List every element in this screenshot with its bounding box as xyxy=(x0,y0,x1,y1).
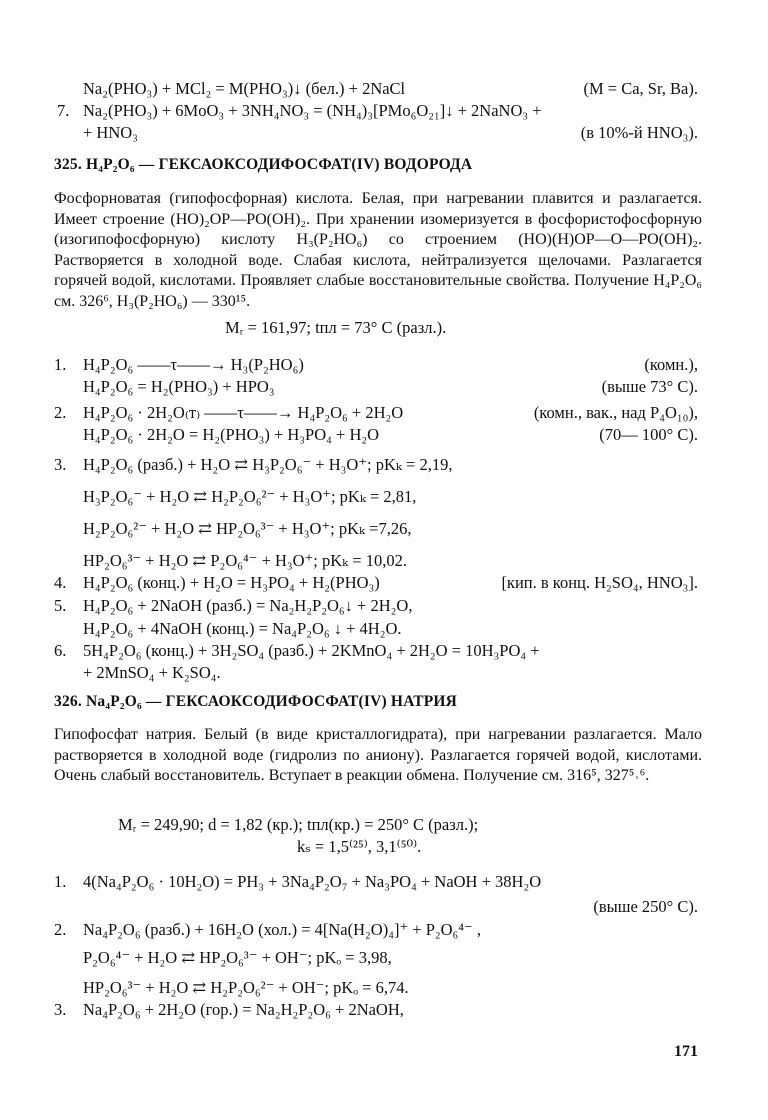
reaction-line: + HNO₃ xyxy=(83,123,138,142)
reaction-number: 6. xyxy=(54,641,67,660)
section-heading: 326. Na₄P₂O₆ — ГЕКСАОКСОДИФОСФАТ(IV) НАТРИЯ xyxy=(54,693,458,710)
reaction-note: (комн., вак., над P₄O₁₀), xyxy=(533,403,698,422)
reaction-number: 4. xyxy=(54,573,67,592)
reaction-note: (M = Ca, Sr, Ba). xyxy=(583,79,698,98)
reaction-line: H₄P₂O₆ · 2H₂O = H₂(PHO₃) + H₃PO₄ + H₂O xyxy=(83,425,380,444)
section-properties: kₛ = 1,5⁽²⁵⁾, 3,1⁽⁵⁰⁾. xyxy=(297,837,422,856)
reaction-line: H₄P₂O₆ = H₂(PHO₃) + HPO₃ xyxy=(83,377,275,396)
reaction-line: H₂P₂O₆²⁻ + H₂O ⇄ HP₂O₆³⁻ + H₃O⁺; pKₖ =7,26, xyxy=(83,519,412,538)
reaction-note: (в 10%-й HNO₃). xyxy=(580,123,698,142)
reaction-line: Na₄P₂O₆ + 2H₂O (гор.) = Na₂H₂P₂O₆ + 2NaOH, xyxy=(83,1000,404,1019)
reaction-line: 4(Na₄P₂O₆ · 10H₂O) = PH₃ + 3Na₄P₂O₇ + Na₃PO₄ + NaOH + 38H₂O xyxy=(83,872,542,891)
reaction-note: (выше 73° C). xyxy=(601,377,698,396)
reaction-number: 5. xyxy=(54,596,67,615)
reaction-number: 1. xyxy=(54,355,67,374)
section-heading: 325. H₄P₂O₆ — ГЕКСАОКСОДИФОСФАТ(IV) ВОДОРОДА xyxy=(54,156,473,173)
reaction-line: HP₂O₆³⁻ + H₂O ⇄ P₂O₆⁴⁻ + H₃O⁺; pKₖ = 10,02. xyxy=(83,551,407,570)
page-number: 171 xyxy=(674,1043,698,1060)
reaction-line: 5H₄P₂O₆ (конц.) + 3H₂SO₄ (разб.) + 2KMnO₄ + 2H₂O = 10H₃PO₄ + xyxy=(83,641,540,660)
reaction-number: 3. xyxy=(54,455,67,474)
reaction-number: 7. xyxy=(57,101,70,120)
reaction-line: H₄P₂O₆ · 2H₂O₍т₎ ——τ——→ H₄P₂O₆ + 2H₂O xyxy=(83,403,404,422)
reaction-line: Na₄P₂O₆ (разб.) + 16H₂O (хол.) = 4[Na(H₂O)₄]⁺ + P₂O₆⁴⁻ , xyxy=(83,920,482,939)
reaction-number: 2. xyxy=(54,920,67,939)
reaction-line: H₄P₂O₆ + 4NaOH (конц.) = Na₄P₂O₆ ↓ + 4H₂O. xyxy=(83,619,402,638)
section-properties: Mᵣ = 249,90; d = 1,82 (кр.); tпл(кр.) = 250° C (разл.); xyxy=(118,815,479,834)
section-properties: Mᵣ = 161,97; tпл = 73° C (разл.). xyxy=(225,318,447,337)
section-description: Гипофосфат натрия. Белый (в виде кристаллогидрата), при нагревании разлагается. Мало растворяется в холодной воде (гидролиз по аниону). Разлагается горячей водой, кислотами. Очень слабый восстановитель. Вступает в реакции обмена. Получение см. 316⁵, 327⁵˒⁶. xyxy=(54,726,702,784)
reaction-number: 3. xyxy=(54,1000,67,1019)
reaction-line: H₄P₂O₆ ——τ——→ H₃(P₂HO₆) xyxy=(83,355,304,374)
reaction-number: 1. xyxy=(54,872,67,891)
reaction-line: Na₂(PHO₃) + MCl₂ = M(PHO₃)↓ (бел.) + 2NaCl xyxy=(83,79,406,98)
reaction-line: H₄P₂O₆ (конц.) + H₂O = H₃PO₄ + H₂(PHO₃) xyxy=(83,573,380,592)
reaction-line: Na₂(PHO₃) + 6MoO₃ + 3NH₄NO₃ = (NH₄)₃[PMo₆O₂₁]↓ + 2NaNO₃ + xyxy=(83,101,542,120)
reaction-line: P₂O₆⁴⁻ + H₂O ⇄ HP₂O₆³⁻ + OH⁻; pKₒ = 3,98, xyxy=(83,948,392,967)
reaction-number: 2. xyxy=(54,403,67,422)
reaction-note: (выше 250° C). xyxy=(593,897,698,916)
reaction-note: [кип. в конц. H₂SO₄, HNO₃]. xyxy=(501,573,698,592)
section-description: Фосфорноватая (гипофосфорная) кислота. Белая, при нагревании плавится и разлагается. Имеет строение (HO)₂OP—PO(OH)₂. При хранении изомеризуется в фосфористофосфорную (изогипофосфорную) кислоту H₃(P₂HO₆) со строением (HO)(H)OP—O—PO(OH)₂. Растворяется в холодной воде. Слабая кислота, нейтрализуется щелочами. Разлагается горячей водой, кислотами. Проявляет слабые восстановительные свойства. Получение H₄P₂O₆ см. 326⁶, H₃(P₂HO₆) — 330¹⁵. xyxy=(54,190,702,310)
reaction-line: H₃P₂O₆⁻ + H₂O ⇄ H₂P₂O₆²⁻ + H₃O⁺; pKₖ = 2,81, xyxy=(83,487,417,506)
reaction-line: + 2MnSO₄ + K₂SO₄. xyxy=(83,663,221,682)
reaction-line: H₄P₂O₆ (разб.) + H₂O ⇄ H₃P₂O₆⁻ + H₃O⁺; pKₖ = 2,19, xyxy=(83,455,453,474)
reaction-line: H₄P₂O₆ + 2NaOH (разб.) = Na₂H₂P₂O₆↓ + 2H₂O, xyxy=(83,596,413,615)
reaction-line: HP₂O₆³⁻ + H₂O ⇄ H₂P₂O₆²⁻ + OH⁻; pKₒ = 6,74. xyxy=(83,978,409,997)
reaction-note: (70— 100° C). xyxy=(599,425,698,444)
reaction-note: (комн.), xyxy=(644,355,698,374)
